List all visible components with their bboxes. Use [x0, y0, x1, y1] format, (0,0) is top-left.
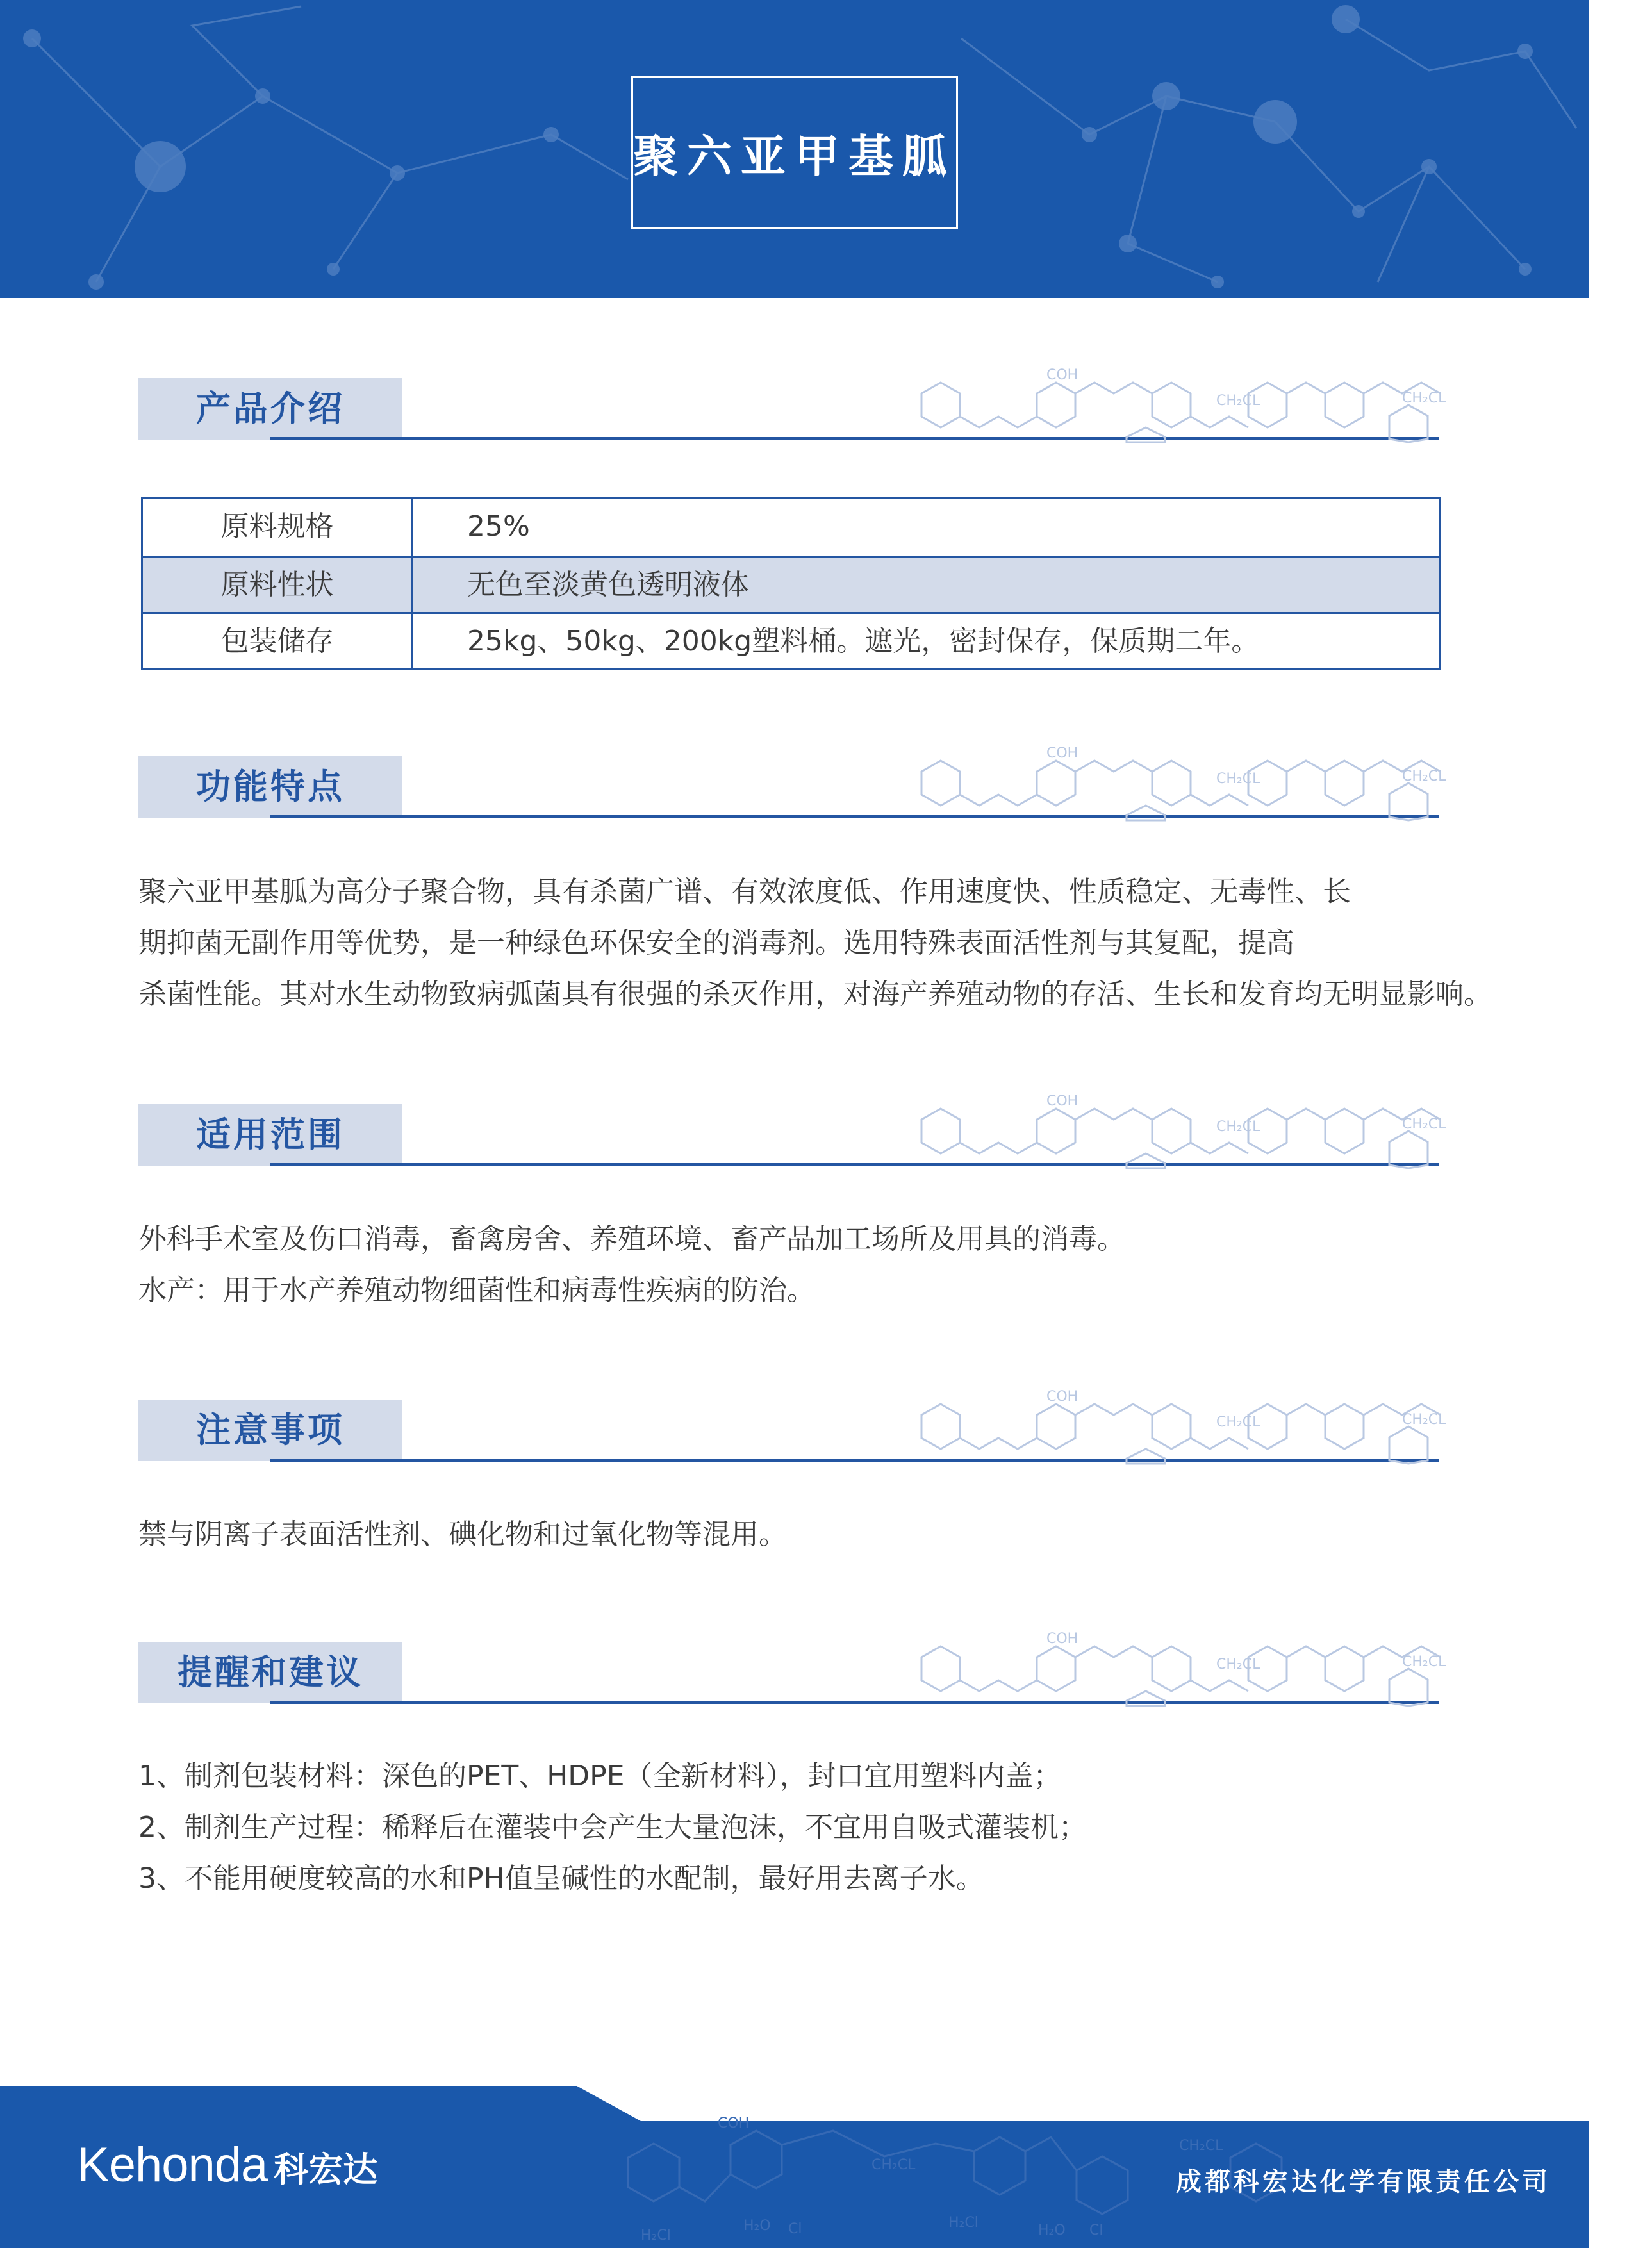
- molecule-label: COH: [1046, 1093, 1078, 1109]
- section-heading-features: [138, 745, 1446, 820]
- molecule-label: COH: [1046, 367, 1078, 383]
- company-name: 成都科宏达化学有限责任公司: [1176, 2167, 1551, 2197]
- chem-label: CH₂CL: [1179, 2138, 1223, 2154]
- text-line: 水产：用于水产养殖动物细菌性和病毒性疾病的防治。: [138, 1274, 815, 1307]
- section-heading-intro: [138, 367, 1446, 442]
- table-row: [143, 499, 1439, 556]
- heading-label: 注意事项: [196, 1410, 345, 1450]
- spec-key: 原料规格: [143, 499, 413, 556]
- text-line: 禁与阴离子表面活性剂、碘化物和过氧化物等混用。: [138, 1518, 787, 1551]
- heading-label: 功能特点: [196, 766, 345, 807]
- text-line: 1、制剂包装材料：深色的PET、HDPE（全新材料），封口宜用塑料内盖；: [138, 1760, 1062, 1792]
- text-line: 3、不能用硬度较高的水和PH值呈碱性的水配制，最好用去离子水。: [138, 1862, 984, 1895]
- text-line: 杀菌性能。其对水生动物致病弧菌具有很强的杀灭作用，对海产养殖动物的存活、生长和发育均无明显影响。: [138, 978, 1492, 1011]
- molecule-decoration: [915, 367, 1446, 443]
- chem-label: H₂O: [1038, 2222, 1066, 2238]
- spec-value: 无色至淡黄色透明液体: [467, 568, 749, 601]
- text-line: 期抑菌无副作用等优势，是一种绿色环保安全的消毒剂。选用特殊表面活性剂与其复配，提高: [138, 927, 1294, 959]
- table-row: [143, 556, 1439, 612]
- molecule-decoration: [915, 1093, 1446, 1169]
- table-row: [143, 612, 1439, 668]
- chem-label: H₂Cl: [948, 2215, 979, 2231]
- chem-label: Cl: [788, 2221, 802, 2237]
- heading-label: 产品介绍: [196, 388, 345, 429]
- spec-key: 包装储存: [143, 614, 413, 668]
- heading-label: 提醒和建议: [178, 1652, 363, 1692]
- molecule-label: COH: [1046, 1389, 1078, 1405]
- molecule-label: CH₂CL: [1402, 1412, 1446, 1428]
- spec-value: 25%: [467, 510, 530, 543]
- page-title: 聚六亚甲基胍: [633, 129, 956, 183]
- chem-label: COH: [718, 2115, 750, 2131]
- text-line: 2、制剂生产过程：稀释后在灌装中会产生大量泡沫，不宜用自吸式灌装机；: [138, 1811, 1087, 1844]
- text-line: 聚六亚甲基胍为高分子聚合物，具有杀菌广谱、有效浓度低、作用速度快、性质稳定、无毒性、长: [138, 875, 1351, 908]
- logo-chinese: 科宏达: [274, 2149, 378, 2190]
- molecule-label: CH₂CL: [1216, 393, 1260, 409]
- molecule-label: CH₂CL: [1216, 1119, 1260, 1135]
- chem-label: H₂Cl: [641, 2227, 671, 2244]
- section-heading-scope: [138, 1093, 1446, 1168]
- footer-band: [0, 2086, 1589, 2248]
- heading-label: 适用范围: [196, 1114, 345, 1155]
- molecule-decoration: [915, 1388, 1446, 1465]
- brand-logo: [77, 2137, 377, 2201]
- molecule-label: CH₂CL: [1402, 1654, 1446, 1670]
- molecule-label: CH₂CL: [1402, 390, 1446, 406]
- header-banner: [0, 0, 1589, 298]
- spec-key: 原料性状: [143, 558, 413, 612]
- spec-value: 25kg、50kg、200kg塑料桶。遮光，密封保存，保质期二年。: [467, 625, 1260, 657]
- section-heading-tips: [138, 1631, 1446, 1706]
- molecule-decoration: [915, 745, 1446, 822]
- molecule-label: CH₂CL: [1402, 768, 1446, 784]
- molecule-label: COH: [1046, 1631, 1078, 1647]
- cautions-paragraph: [138, 1509, 787, 1560]
- chem-label: H₂O: [743, 2218, 771, 2234]
- scope-paragraph: [138, 1214, 1125, 1316]
- molecule-decoration: [915, 1630, 1446, 1707]
- section-heading-cautions: [138, 1389, 1446, 1464]
- molecule-label: CH₂CL: [1216, 1657, 1260, 1673]
- features-paragraph: [138, 866, 1492, 1020]
- chem-label: CH₂CL: [871, 2157, 916, 2173]
- molecule-label: CH₂CL: [1216, 1414, 1260, 1430]
- title-frame: [631, 76, 958, 229]
- text-line: 外科手术室及伤口消毒，畜禽房舍、养殖环境、畜产品加工场所及用具的消毒。: [138, 1223, 1125, 1255]
- spec-table: [141, 497, 1441, 670]
- tips-paragraph: [138, 1751, 1087, 1905]
- chem-label: Cl: [1089, 2222, 1103, 2238]
- molecule-label: COH: [1046, 745, 1078, 761]
- logo-english: Kehonda: [77, 2138, 268, 2192]
- molecule-label: CH₂CL: [1402, 1116, 1446, 1132]
- molecule-label: CH₂CL: [1216, 771, 1260, 787]
